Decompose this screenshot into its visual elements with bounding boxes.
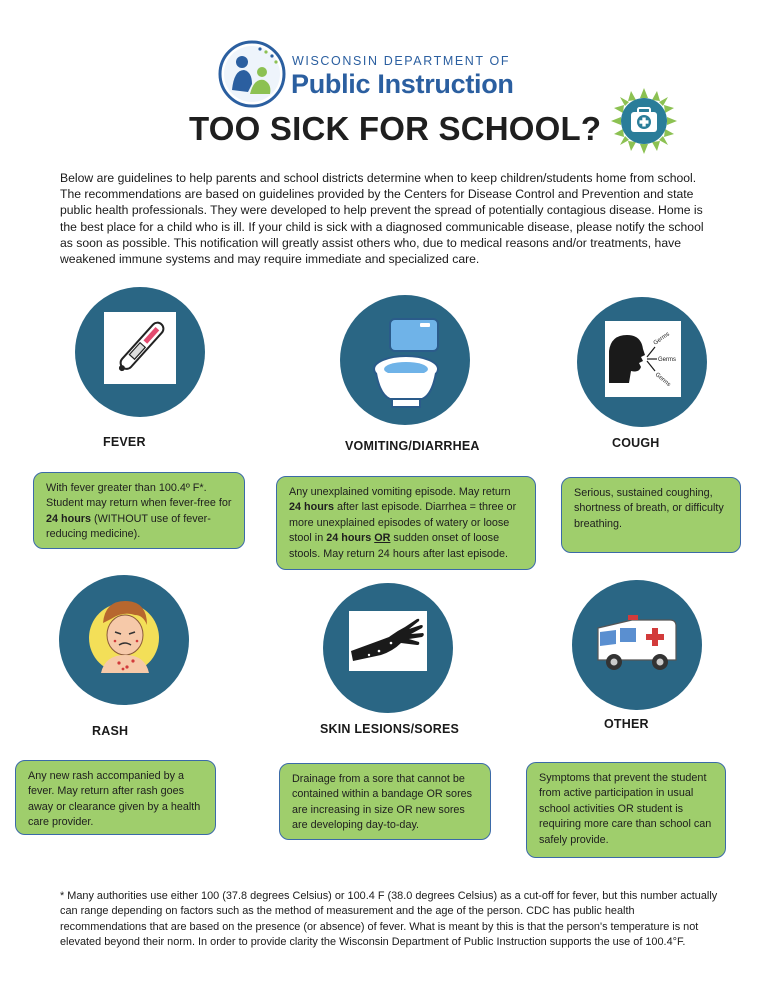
rash-text: Any new rash accompanied by a fever. May return after rash goes away or clearance given by a health care provider. <box>28 770 201 829</box>
vomiting-text-c: after last episode. Diarrhea = three or more unexplained episodes of watery or loose stool in <box>289 501 517 545</box>
fever-footnote: * Many authorities use either 100 (37.8 degrees Celsius) or 100.4 F (38.0 degrees Celsius) as a cut-off for fever, but this number actually can range depending on factors such as the method of measurement and the age of the person. CDC has public health recommendations that are based on the presence (or absence) of fever. What is meant by this is that the person's temperature is not elevated beyond their norm. In order to provide clarity the Wisconsin Department of Public Instruction supports the use of 100.4°F. <box>60 890 718 948</box>
rash-circle <box>59 575 189 705</box>
other-text: Symptoms that prevent the student from active participation in usual school activities OR student is requiring more care than school can safely provide. <box>539 772 712 846</box>
rash-label: RASH <box>92 724 129 738</box>
other-guideline-box <box>526 762 726 858</box>
skin-guideline-box <box>279 763 491 840</box>
intro-paragraph: Below are guidelines to help parents and school districts determine when to keep children/students home from school. The recommendations are based on guidelines provided by the Centers for Disease Control and Prevention and state public health professionals. They were developed to help prevent the spread of potentially contagious disease. Home is the best place for a child who is ill. If your child is sick with a diagnosed communicable disease, please notify the school as soon as possible. This notification will greatly assist others who, due to medical reasons and/or treatments, have weakened immune systems and may require immediate and specialized care. <box>60 171 704 267</box>
dpi-logo <box>218 40 528 108</box>
cough-picture <box>605 321 681 397</box>
logo-agency-line2: Public Instruction <box>291 69 514 99</box>
dpi-emblem-icon <box>218 40 286 108</box>
coughing-head-icon <box>605 321 681 397</box>
vomiting-text-a: Any unexplained vomiting episode. May return <box>289 486 511 498</box>
skin-picture <box>349 611 427 671</box>
skin-label: SKIN LESIONS/SORES <box>320 722 460 736</box>
fever-circle <box>75 287 205 417</box>
fever-text-b: 24 hours <box>46 512 92 525</box>
vomiting-text-b: 24 hours <box>289 501 335 514</box>
vomiting-text-f: sudden onset of loose stools. May return 24 hours after last episode. <box>289 532 509 560</box>
other-label: OTHER <box>604 717 649 731</box>
skin-circle <box>323 583 453 713</box>
rash-guideline-box <box>15 760 216 835</box>
cough-label: COUGH <box>612 436 660 450</box>
vomiting-circle <box>340 295 470 425</box>
cough-text: Serious, sustained coughing, shortness of breath, or difficulty breathing. <box>574 487 724 530</box>
skin-text: Drainage from a sore that cannot be contained within a bandage OR sores are increasing in size OR new sores are developing day-to-day. <box>292 773 473 832</box>
fever-label: FEVER <box>103 435 146 449</box>
fever-text-c: (WITHOUT use of fever-reducing medicine). <box>46 512 211 541</box>
fever-text-a: With fever greater than 100.4º F*. Student may return when fever-free for <box>46 482 232 510</box>
other-circle <box>572 580 702 710</box>
ambulance-icon <box>572 580 702 710</box>
cough-circle <box>577 297 707 427</box>
hand-sores-icon <box>349 611 427 671</box>
germs-word-2: Germs <box>658 357 676 363</box>
germs-word-1: Germs <box>652 331 671 347</box>
toilet-icon <box>340 295 470 425</box>
fever-guideline-box <box>33 472 245 549</box>
logo-agency-line1: WISCONSIN DEPARTMENT OF <box>292 54 511 68</box>
germs-word-3: Germs <box>653 371 672 389</box>
vomiting-text-e: OR <box>374 532 391 545</box>
vomiting-guideline-box <box>276 476 536 570</box>
page-title: TOO SICK FOR SCHOOL? <box>189 110 602 147</box>
fever-picture <box>104 312 176 384</box>
thermometer-icon <box>104 312 176 384</box>
vomiting-text-d: 24 hours <box>326 532 372 545</box>
rash-child-icon <box>59 575 189 705</box>
vomiting-label: VOMITING/DIARRHEA <box>345 439 480 453</box>
cough-guideline-box <box>561 477 741 553</box>
